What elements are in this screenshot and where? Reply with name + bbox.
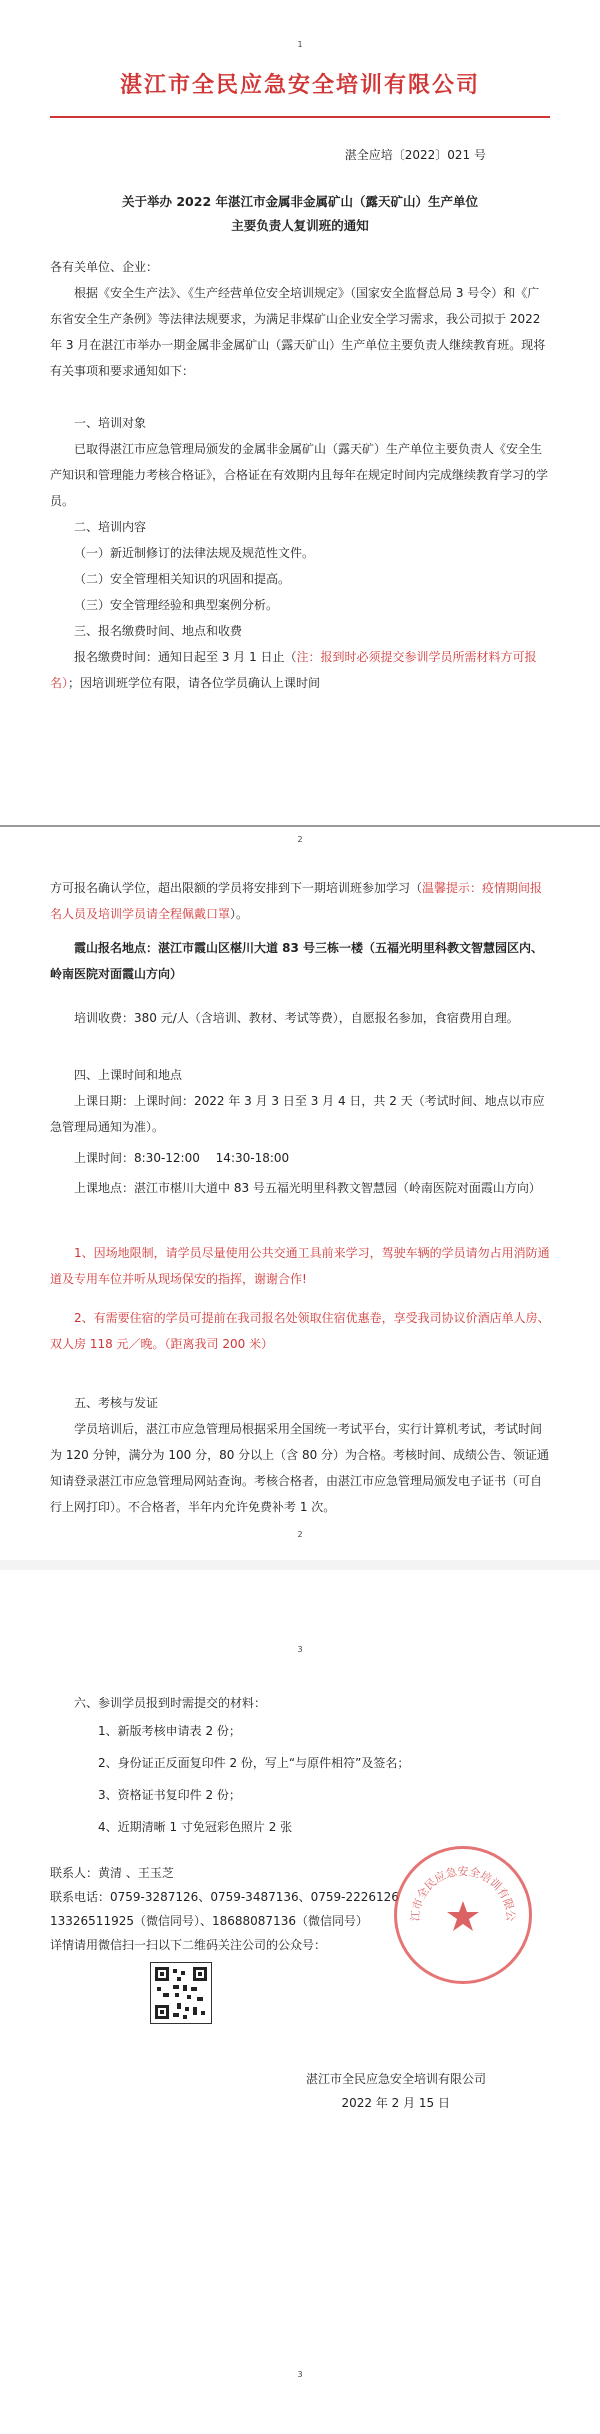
section-5-title: 五、考核与发证 (74, 1396, 159, 1410)
page-divider (0, 825, 600, 827)
section-4-title: 四、上课时间和地点 (74, 1068, 183, 1082)
subject-line-2: 主要负责人复训班的通知 (231, 218, 369, 233)
registration-continuation (50, 875, 550, 927)
page-number: 2 (297, 1530, 303, 1539)
deadline-text-end: ；因培训班学位有限，请各位学员确认上课时间 (68, 676, 321, 690)
page-number: 3 (297, 2370, 303, 2379)
wechat-qr-code[interactable] (150, 1962, 212, 2024)
section-1-title: 一、培训对象 (74, 416, 147, 430)
continuation-text: 方可报名确认学位，超出限额的学员将安排到下一期培训班参加学习（ (50, 881, 423, 895)
qr-instructions: 详情请用微信扫一扫以下二维码关注公司的公众号： (50, 1938, 327, 1952)
material-item: 4、近期清晰 1 寸免冠彩色照片 2 张 (98, 1820, 293, 1834)
section-1-text: 已取得湛江市应急管理局颁发的金属非金属矿山（露天矿）生产单位主要负责人《安全生产知识和管理能力考核合格证》，合格证在有效期内且每年在规定时间内完成继续教育学习的学员。 (50, 442, 549, 508)
class-time: 上课时间：8:30-12:00 14:30-18:00 (74, 1151, 290, 1165)
intro-paragraph: 根据《安全生产法》、《生产经营单位安全培训规定》（国家安全监督总局 3 号令）和《广东省安全生产条例》等法律法规要求，为满足非煤矿山企业安全学习需求，我公司拟于 2022 年 3 月在湛江市举办一期金属非金属矿山（露天矿山）生产单位主要负责人继续教育班。现将有关事项和要求通知如下： (50, 286, 546, 378)
section-6-title: 六、参训学员报到时需提交的材料： (74, 1696, 267, 1710)
seal-text: 江市全民应急安全培训有限公 (408, 1865, 518, 1922)
material-item: 1、新版考核申请表 2 份； (98, 1724, 241, 1738)
page-number: 3 (297, 1645, 303, 1654)
section-2-item: （三）安全管理经验和典型案例分析。 (74, 598, 279, 612)
seal-star-icon (447, 1901, 479, 1931)
salutation: 各有关单位、企业： (50, 260, 159, 274)
registration-address: 霞山报名地点：湛江市霞山区椹川大道 83 号三栋一楼（五福光明里科教文智慧园区内、岭南医院对面霞山方向） (50, 941, 544, 981)
section-2-item: （一）新近制修订的法律法规及规范性文件。 (74, 546, 315, 560)
company-seal (394, 1846, 532, 1984)
section-2-item: （二）安全管理相关知识的巩固和提高。 (74, 572, 291, 586)
page-gap (0, 1560, 600, 1570)
class-dates: 上课日期：上课时间：2022 年 3 月 3 日至 3 月 4 日，共 2 天（考试时间、地点以市应急管理局通知为准）。 (50, 1094, 545, 1134)
company-title: 湛江市全民应急安全培训有限公司 (119, 73, 480, 98)
epidemic-reminder: 温馨提示：疫情期间报名人员及培训学员请全程佩戴口罩 (50, 881, 543, 921)
subject-line-1: 关于举办 2022 年湛江市金属非金属矿山（露天矿山）生产单位 (122, 194, 478, 209)
signature-company: 湛江市全民应急安全培训有限公司 (305, 2072, 486, 2086)
contact-phone: 联系电话：0759-3287126、0759-3487136、0759-2226126 (50, 1890, 399, 1904)
registration-deadline (50, 644, 550, 696)
material-item: 3、资格证书复印件 2 份； (98, 1788, 241, 1802)
section-3-title: 三、报名缴费时间、地点和收费 (74, 624, 243, 638)
notice-subject (0, 190, 600, 238)
section-5-text: 学员培训后，湛江市应急管理局根据采用全国统一考试平台，实行计算机考试，考试时间为 120 分钟，满分为 100 分，80 分以上（含 80 分）为合格。考核时间、成绩公告、领证通知请登录湛江市应急管理局网站查询。考核合格者，由湛江市应急管理局颁发电子证书（可自行上网打印）。不合格者，半年内允许免费补考 1 次。 (50, 1422, 550, 1514)
deadline-text: 报名缴费时间：通知日起至 3 月 1 日止（ (74, 650, 297, 664)
document-number: 湛全应培〔2022〕021 号 (344, 148, 486, 162)
page-number: 1 (297, 40, 303, 49)
deadline-note: 注：报到时必须提交参训学员所需材料方可报名） (50, 650, 537, 690)
page-number: 2 (297, 835, 303, 844)
red-divider (50, 116, 550, 118)
signature-date: 2022 年 2 月 15 日 (341, 2096, 450, 2110)
svg-text:湛江市全民应急安全培训有限公司 (397, 1849, 517, 1922)
material-item: 2、身份证正反面复印件 2 份，写上“与原件相符”及签名； (98, 1756, 410, 1770)
class-place: 上课地点：湛江市椹川大道中 83 号五福光明里科教文智慧园（岭南医院对面霞山方向） (74, 1181, 541, 1195)
accommodation-note: 2、有需要住宿的学员可提前在我司报名处领取住宿优惠卷，享受我司协议价酒店单人房、双人房 118 元／晚。（距离我司 200 米） (50, 1311, 550, 1351)
training-fee: 培训收费：380 元/人（含培训、教材、考试等费），自愿报名参加，食宿费用自理。 (74, 1011, 519, 1025)
contact-person: 联系人：黄清 、王玉芝 (50, 1866, 174, 1880)
section-2-title: 二、培训内容 (74, 520, 147, 534)
contact-mobile: 13326511925（微信同号）、18688087136（微信同号） (50, 1914, 368, 1928)
continuation-end: ）。 (230, 907, 249, 921)
traffic-note: 1、因场地限制，请学员尽量使用公共交通工具前来学习，驾驶车辆的学员请勿占用消防通道及专用车位并听从现场保安的指挥，谢谢合作! (50, 1246, 550, 1286)
